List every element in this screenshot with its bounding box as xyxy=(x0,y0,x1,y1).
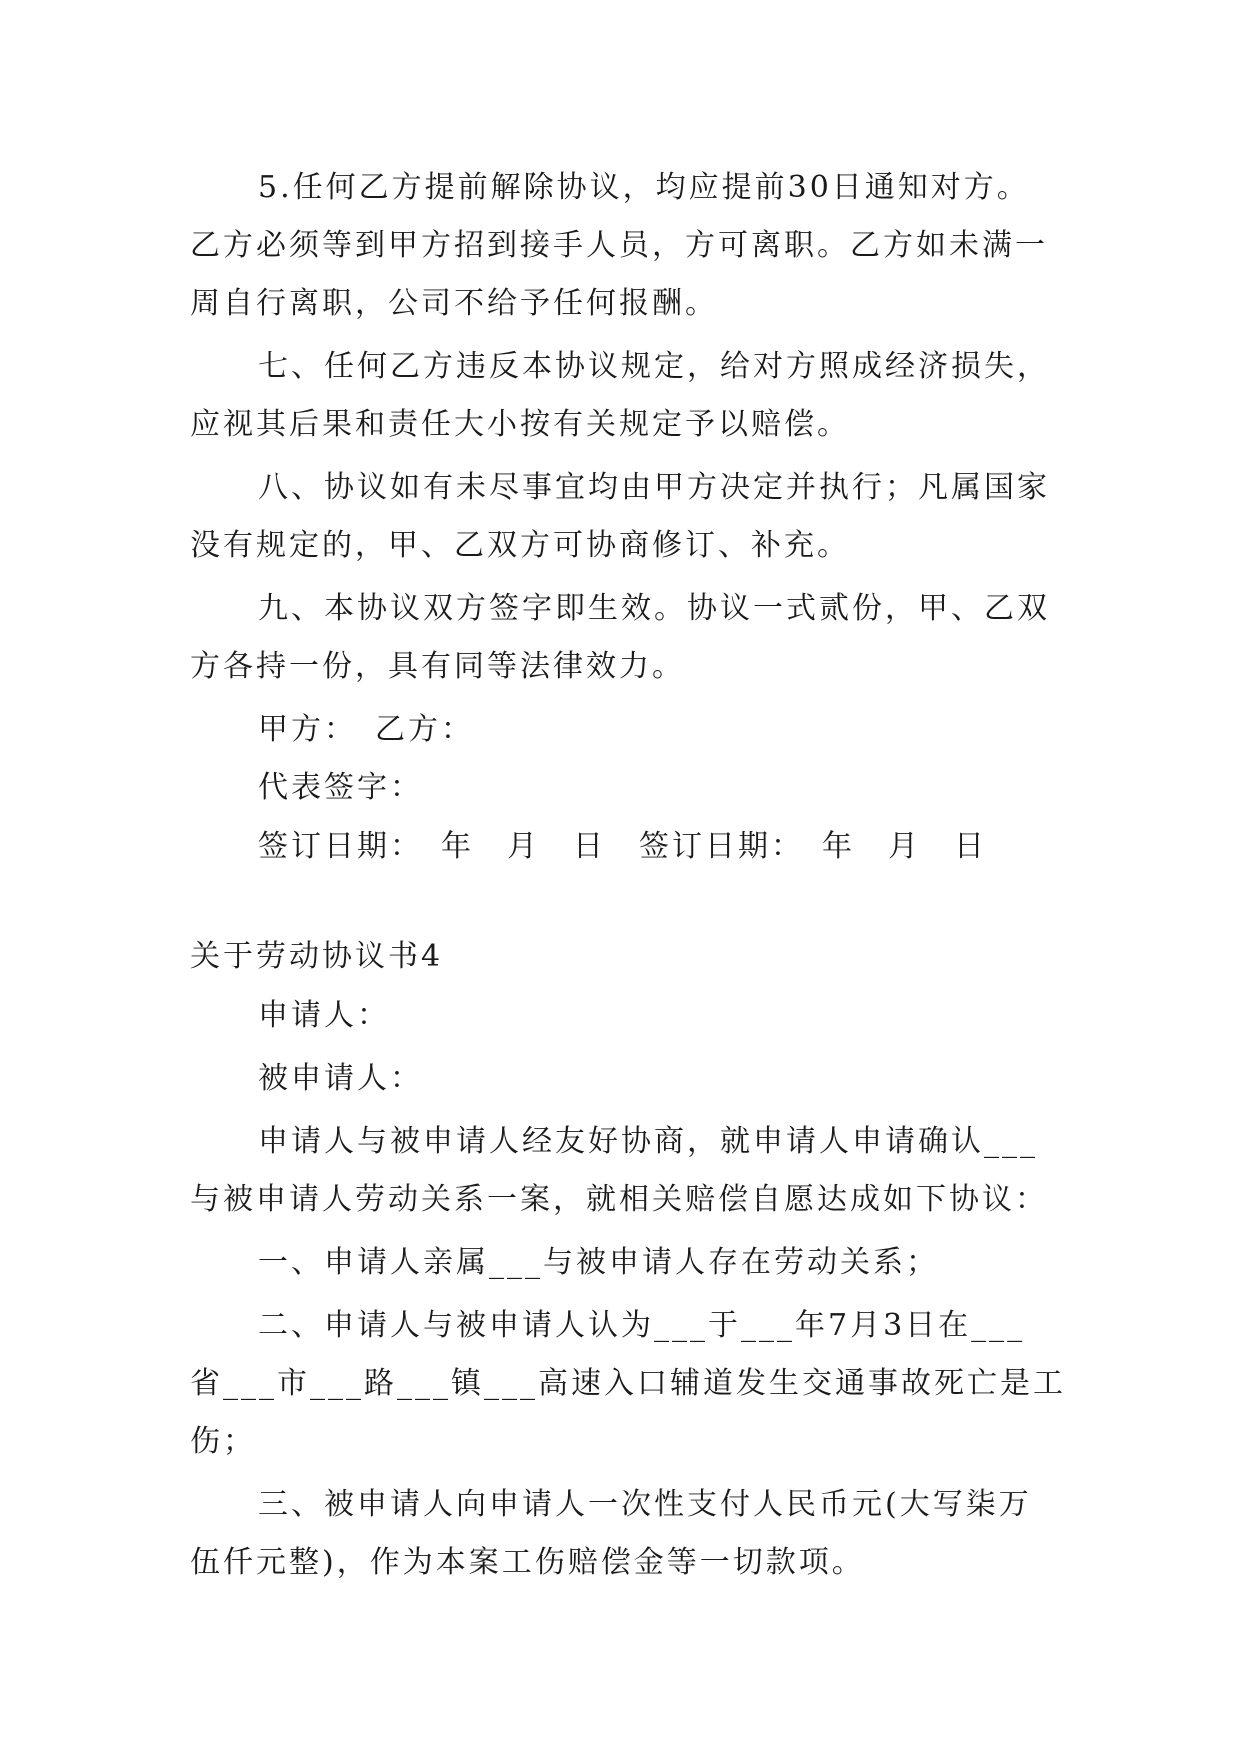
paragraph-line: 三、被申请人向申请人一次性支付人民币元(大写柒万 xyxy=(258,1487,1032,1522)
section-title: 关于劳动协议书4 xyxy=(190,939,444,974)
signature-representative-line: 代表签字： xyxy=(258,770,423,805)
paragraph-line: 伍仟元整)，作为本案工伤赔偿金等一切款项。 xyxy=(190,1545,865,1580)
applicant-line: 申请人： xyxy=(258,998,390,1033)
signature-parties-line: 甲方： 乙方： xyxy=(258,712,474,747)
paragraph-line: 与被申请人劳动关系一案，就相关赔偿自愿达成如下协议： xyxy=(190,1182,1048,1217)
signature-date-line: 签订日期： 年 月 日 签订日期： 年 月 日 xyxy=(258,829,987,864)
paragraph-line: 申请人与被申请人经友好协商，就申请人申请确认___ xyxy=(258,1124,1038,1159)
paragraph-line: 一、申请人亲属___与被申请人存在劳动关系； xyxy=(258,1245,939,1280)
paragraph-line: 周自行离职，公司不给予任何报酬。 xyxy=(190,286,718,321)
paragraph-line: 二、申请人与被申请人认为___于___年7月3日在___ xyxy=(258,1308,1026,1343)
paragraph-line: 八、协议如有未尽事宜均由甲方决定并执行；凡属国家 xyxy=(258,470,1050,505)
paragraph-line: 七、任何乙方违反本协议规定，给对方照成经济损失， xyxy=(258,349,1050,384)
paragraph-line: 没有规定的，甲、乙双方可协商修订、补充。 xyxy=(190,528,850,563)
paragraph-line: 九、本协议双方签字即生效。协议一式贰份，甲、乙双 xyxy=(258,591,1050,626)
paragraph-line: 伤； xyxy=(190,1424,256,1459)
respondent-line: 被申请人： xyxy=(258,1061,423,1096)
paragraph-line: 省___市___路___镇___高速入口辅道发生交通事故死亡是工 xyxy=(190,1366,1066,1401)
paragraph-line: 5.任何乙方提前解除协议，均应提前30日通知对方。 xyxy=(258,170,1030,205)
paragraph-line: 应视其后果和责任大小按有关规定予以赔偿。 xyxy=(190,407,850,442)
paragraph-line: 乙方必须等到甲方招到接手人员，方可离职。乙方如未满一 xyxy=(190,228,1048,263)
paragraph-line: 方各持一份，具有同等法律效力。 xyxy=(190,649,685,684)
